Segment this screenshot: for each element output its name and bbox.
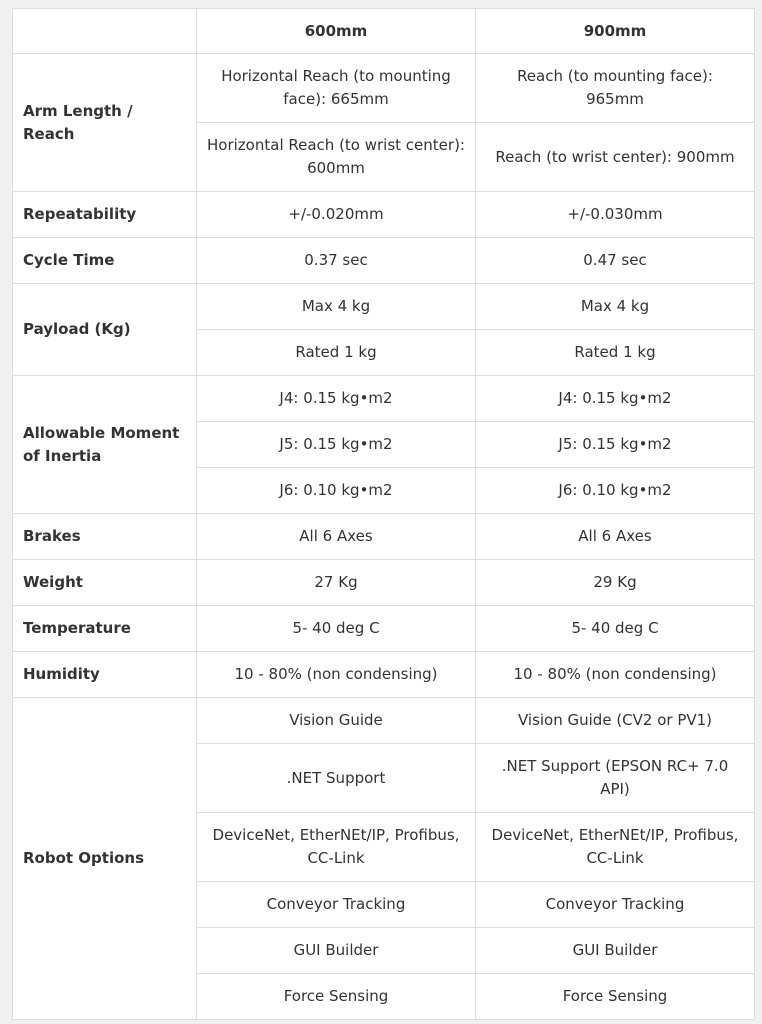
- table-row: [13, 238, 755, 284]
- cell-inertia-j4-900: J4: 0.15 kg•m2: [476, 376, 755, 422]
- cell-repeatability-900: +/-0.030mm: [476, 192, 755, 238]
- cell-options-vision-600: Vision Guide: [197, 698, 476, 744]
- cell-options-vision-900: Vision Guide (CV2 or PV1): [476, 698, 755, 744]
- cell-temperature-900: 5- 40 deg C: [476, 606, 755, 652]
- table-row: [13, 54, 755, 123]
- cell-arm-r1-900: Reach (to mounting face): 965mm: [476, 54, 755, 123]
- header-600mm: 600mm: [197, 9, 476, 54]
- cell-inertia-j5-900: J5: 0.15 kg•m2: [476, 422, 755, 468]
- table-row: [13, 284, 755, 330]
- cell-inertia-j4-600: J4: 0.15 kg•m2: [197, 376, 476, 422]
- table-row: [13, 514, 755, 560]
- cell-inertia-j5-600: J5: 0.15 kg•m2: [197, 422, 476, 468]
- row-label-repeatability: Repeatability: [13, 192, 197, 238]
- cell-options-conveyor-900: Conveyor Tracking: [476, 882, 755, 928]
- table-row: [13, 192, 755, 238]
- cell-humidity-900: 10 - 80% (non condensing): [476, 652, 755, 698]
- cell-weight-900: 29 Kg: [476, 560, 755, 606]
- cell-cycle-600: 0.37 sec: [197, 238, 476, 284]
- cell-payload-max-900: Max 4 kg: [476, 284, 755, 330]
- table-row: [13, 376, 755, 422]
- cell-options-force-600: Force Sensing: [197, 974, 476, 1020]
- row-label-weight: Weight: [13, 560, 197, 606]
- cell-options-net-900: .NET Support (EPSON RC+ 7.0 API): [476, 744, 755, 813]
- row-label-robot-options: Robot Options: [13, 698, 197, 1020]
- cell-inertia-j6-900: J6: 0.10 kg•m2: [476, 468, 755, 514]
- row-label-cycle-time: Cycle Time: [13, 238, 197, 284]
- cell-options-gui-600: GUI Builder: [197, 928, 476, 974]
- spec-table: [12, 8, 755, 1020]
- cell-payload-rated-900: Rated 1 kg: [476, 330, 755, 376]
- row-label-arm-length: Arm Length / Reach: [13, 54, 197, 192]
- cell-arm-r2-900: Reach (to wrist center): 900mm: [476, 123, 755, 192]
- cell-payload-max-600: Max 4 kg: [197, 284, 476, 330]
- cell-arm-r1-600: Horizontal Reach (to mounting face): 665mm: [197, 54, 476, 123]
- cell-brakes-600: All 6 Axes: [197, 514, 476, 560]
- header-blank: [13, 9, 197, 54]
- row-label-inertia: Allowable Moment of Inertia: [13, 376, 197, 514]
- header-900mm: 900mm: [476, 9, 755, 54]
- cell-humidity-600: 10 - 80% (non condensing): [197, 652, 476, 698]
- table-row: [13, 560, 755, 606]
- cell-weight-600: 27 Kg: [197, 560, 476, 606]
- cell-payload-rated-600: Rated 1 kg: [197, 330, 476, 376]
- table-row: [13, 652, 755, 698]
- cell-options-conveyor-600: Conveyor Tracking: [197, 882, 476, 928]
- row-label-temperature: Temperature: [13, 606, 197, 652]
- row-label-brakes: Brakes: [13, 514, 197, 560]
- cell-options-gui-900: GUI Builder: [476, 928, 755, 974]
- table-row: [13, 698, 755, 744]
- cell-temperature-600: 5- 40 deg C: [197, 606, 476, 652]
- cell-brakes-900: All 6 Axes: [476, 514, 755, 560]
- cell-cycle-900: 0.47 sec: [476, 238, 755, 284]
- cell-repeatability-600: +/-0.020mm: [197, 192, 476, 238]
- cell-arm-r2-600: Horizontal Reach (to wrist center): 600mm: [197, 123, 476, 192]
- cell-options-fieldbus-600: DeviceNet, EtherNEt/IP, Profibus, CC-Link: [197, 813, 476, 882]
- row-label-payload: Payload (Kg): [13, 284, 197, 376]
- cell-inertia-j6-600: J6: 0.10 kg•m2: [197, 468, 476, 514]
- cell-options-net-600: .NET Support: [197, 744, 476, 813]
- cell-options-force-900: Force Sensing: [476, 974, 755, 1020]
- table-row: [13, 606, 755, 652]
- header-row: [13, 9, 755, 54]
- row-label-humidity: Humidity: [13, 652, 197, 698]
- cell-options-fieldbus-900: DeviceNet, EtherNEt/IP, Profibus, CC-Link: [476, 813, 755, 882]
